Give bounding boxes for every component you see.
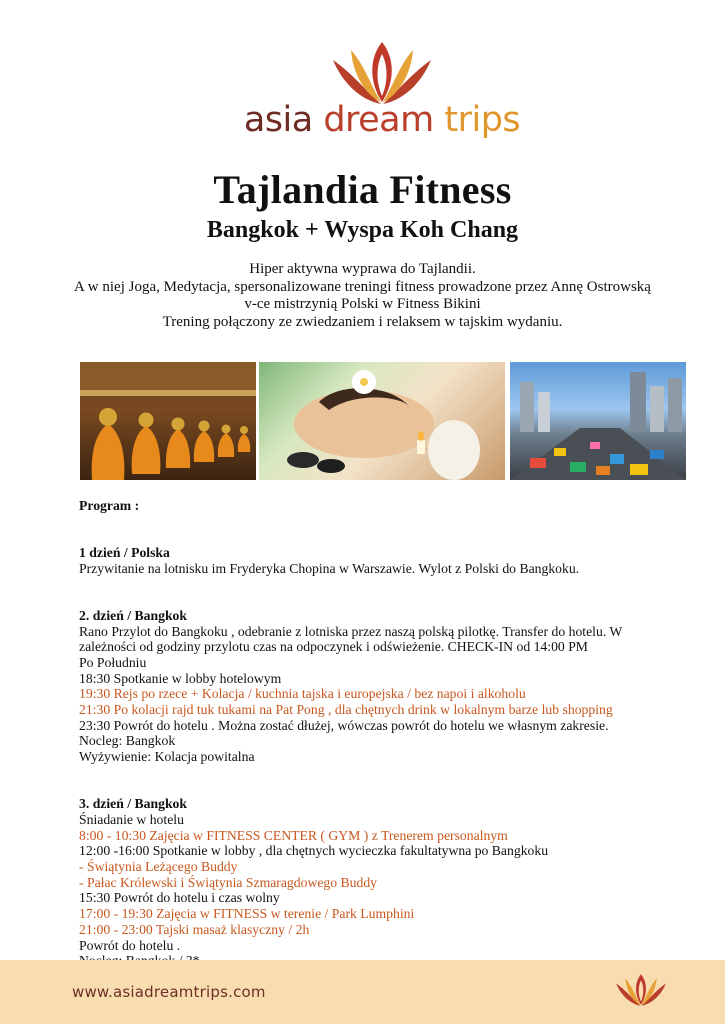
brand-part-dream: dream [323, 100, 445, 140]
day-heading: 3. dzień / Bangkok [79, 796, 188, 812]
itinerary-line: Śniadanie w hotelu [79, 811, 184, 827]
itinerary-line: 18:30 Spotkanie w lobby hotelowym [79, 670, 282, 686]
brand-part-asia: asia [243, 100, 324, 140]
day-heading: 2. dzień / Bangkok [79, 607, 188, 623]
brand-wordmark [232, 100, 532, 140]
itinerary-line-highlight: 21:30 Po kolacji rajd tuk tukami na Pat Pong , dla chętnych drink w lokalnym barze lub shopping [79, 702, 613, 718]
lotus-icon [614, 970, 668, 1010]
program-content [79, 498, 679, 985]
itinerary-line: 12:00 -16:00 Spotkanie w lobby , dla chętnych wycieczka fakultatywna po Bangkoku [79, 843, 549, 859]
spa-massage-photo [259, 362, 505, 480]
footer-bar [0, 960, 725, 1024]
page-subtitle: Bangkok + Wyspa Koh Chang [206, 217, 519, 243]
itinerary-line: Rano Przylot do Bangkoku , odebranie z lotniska przez naszą polską pilotkę. Transfer do hotelu. W [79, 623, 623, 639]
brand-logo [232, 40, 532, 150]
itinerary-line: 15:30 Powrót do hotelu i czas wolny [79, 890, 280, 906]
itinerary-line-highlight: - Pałac Królewski i Świątynia Szmaragdowego Buddy [79, 874, 378, 890]
bangkok-traffic-photo [510, 362, 686, 480]
itinerary-line: Wyżywienie: Kolacja powitalna [79, 749, 255, 765]
page-title: Tajlandia Fitness [213, 167, 512, 212]
lotus-icon [329, 40, 435, 106]
itinerary-line: Przywitanie na lotnisku im Fryderyka Chopina w Warszawie. Wylot z Polski do Bangkoku. [79, 560, 580, 576]
intro-line: Hiper aktywna wyprawa do Tajlandii. [249, 261, 476, 277]
itinerary-line: Powrót do hotelu . [79, 937, 181, 953]
itinerary-line-highlight: 21:00 - 23:00 Tajski masaż klasyczny / 2h [79, 921, 310, 937]
itinerary-line: Nocleg: Bangkok [79, 733, 176, 749]
intro-line: A w niej Joga, Medytacja, spersonalizowane treningi fitness prowadzone przez Annę Ostrowską [74, 278, 651, 295]
brand-part-trips: trips [444, 100, 521, 140]
itinerary-line-highlight: 17:00 - 19:30 Zajęcia w FITNESS w terenie / Park Lumphini [79, 906, 415, 922]
itinerary-line: Po Południu [79, 654, 147, 670]
program-heading: Program : [79, 498, 140, 513]
itinerary-line: zależności od godziny przylotu czas na odpoczynek i odświeżenie. CHECK-IN od 14:00 PM [79, 639, 588, 655]
itinerary-line-highlight: - Świątynia Leżącego Buddy [79, 859, 238, 875]
itinerary-line: 23:30 Powrót do hotelu . Można zostać dłużej, wówczas powrót do hotelu we własnym zakresie. [79, 717, 609, 733]
temple-buddhas-photo [80, 362, 256, 480]
itinerary-line-highlight: 8:00 - 10:30 Zajęcia w FITNESS CENTER ( GYM ) z Trenerem personalnym [79, 827, 508, 843]
itinerary-line-highlight: 19:30 Rejs po rzece + Kolacja / kuchnia tajska i europejska / bez napoi i alkoholu [79, 686, 526, 702]
footer-website-link[interactable]: www.asiadreamtrips.com [72, 983, 266, 1001]
day-heading: 1 dzień / Polska [79, 545, 170, 561]
intro-text [0, 261, 725, 331]
intro-line: v-ce mistrzynią Polski w Fitness Bikini [244, 296, 481, 312]
intro-line: Trening połączony ze zwiedzaniem i relaksem w tajskim wydaniu. [162, 313, 563, 330]
